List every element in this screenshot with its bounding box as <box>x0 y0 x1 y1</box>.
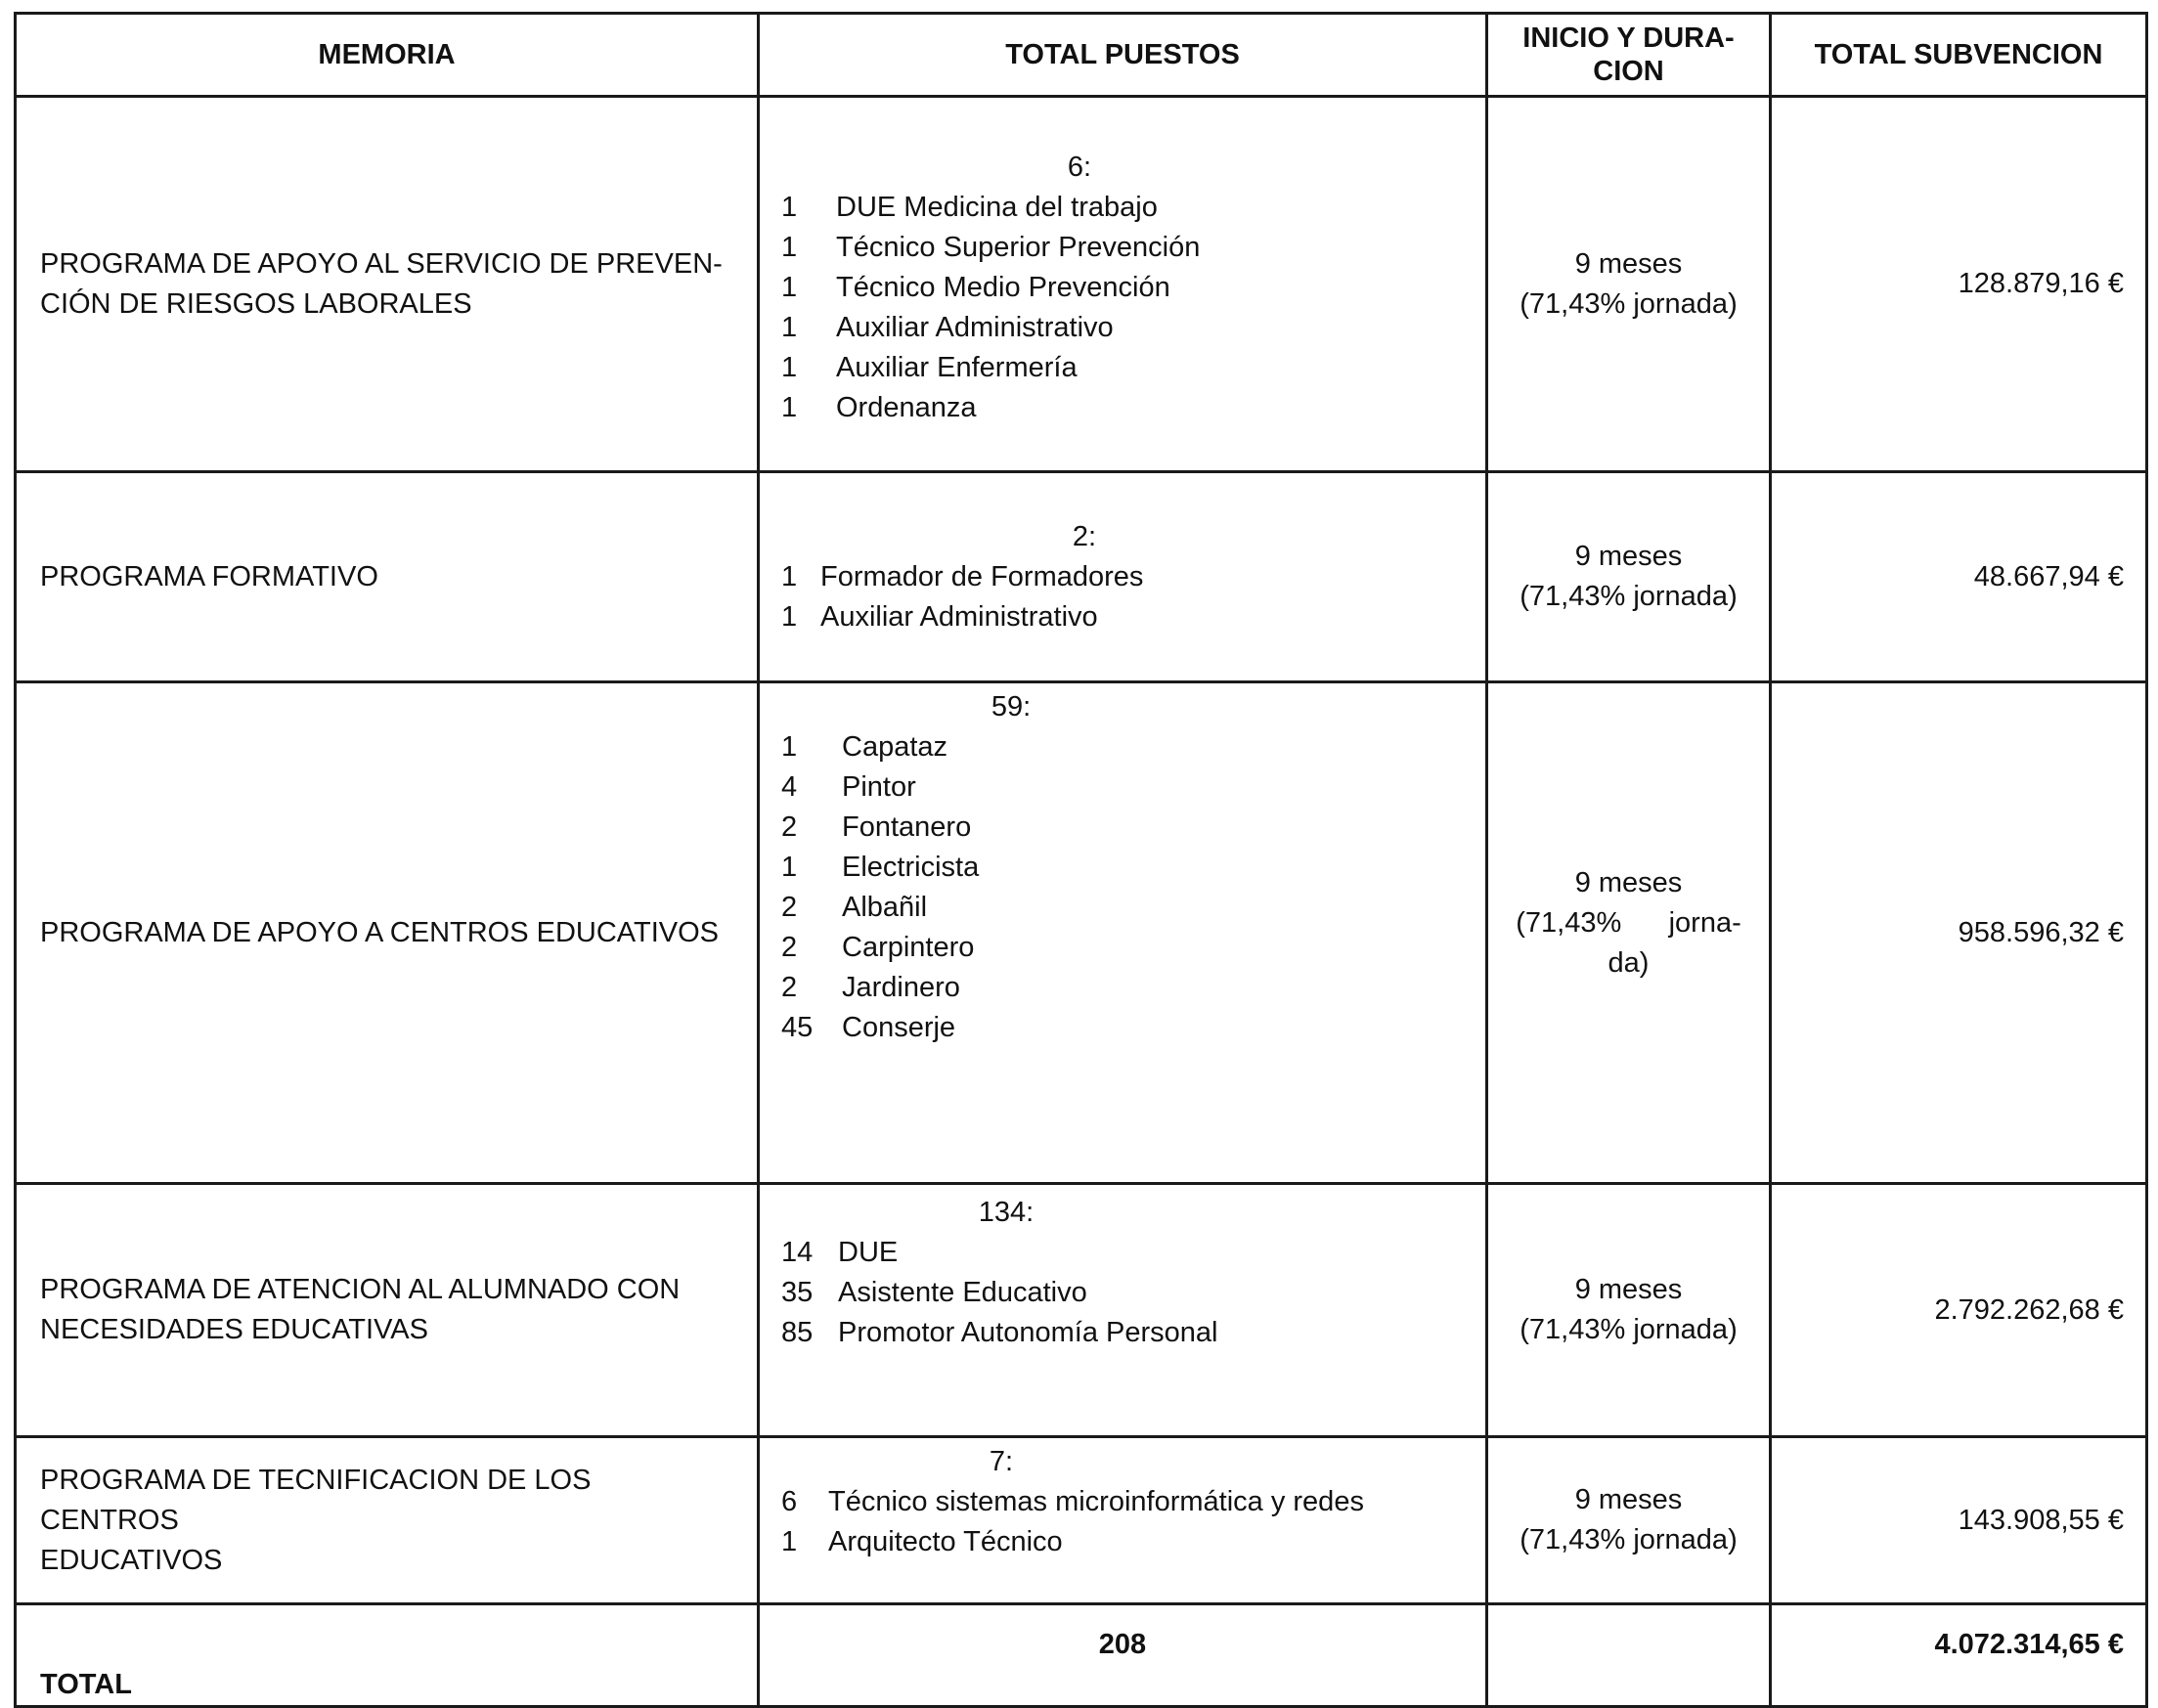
puestos-cell <box>759 1437 1487 1604</box>
duracion-line: (71,43% jornada) <box>1519 1314 1738 1345</box>
puesto-label: Capataz <box>842 731 948 763</box>
puesto-item <box>781 1522 1485 1562</box>
puesto-label: Ordenanza <box>836 392 977 423</box>
header-total-puestos: TOTAL PUESTOS <box>759 14 1487 97</box>
puestos-cell <box>759 1184 1487 1437</box>
header-row <box>16 14 2147 97</box>
puesto-label: Formador de Formadores <box>820 560 1144 592</box>
puesto-item <box>781 1273 1485 1313</box>
subvencion-cell: 128.879,16 € <box>1771 97 2147 472</box>
memoria-line: PROGRAMA DE TECNIFICACION DE LOS CENTROS <box>40 1464 592 1536</box>
memoria-line: PROGRAMA FORMATIVO <box>40 560 378 592</box>
duracion-line: 9 meses <box>1574 1484 1683 1515</box>
puesto-label: Electricista <box>842 852 980 883</box>
memoria-line: PROGRAMA DE APOYO AL SERVICIO DE PREVEN- <box>40 247 723 280</box>
duracion-line: 9 meses <box>1574 866 1683 898</box>
duracion-line: (71,43% jornada) <box>1519 581 1738 612</box>
puestos-total: 7: <box>989 1446 1014 1477</box>
puesto-item <box>781 308 1485 348</box>
subvencion-cell: 48.667,94 € <box>1771 472 2147 682</box>
duracion-line: (71,43% jornada) <box>1519 287 1738 320</box>
memoria-cell <box>16 1184 759 1437</box>
puesto-count: 85 <box>781 1317 814 1348</box>
duracion-cell <box>1487 1437 1771 1604</box>
puesto-count: 1 <box>781 852 798 883</box>
puestos-total: 134: <box>978 1197 1035 1228</box>
duracion-cell <box>1487 682 1771 1184</box>
puesto-label: Técnico sistemas microinformática y redes <box>828 1486 1364 1517</box>
table-row <box>16 1437 2147 1604</box>
puesto-item <box>781 727 1485 767</box>
subvenciones-table <box>14 12 2148 1708</box>
puesto-item <box>781 188 1485 228</box>
puesto-count: 1 <box>781 192 798 223</box>
duracion-line: 9 meses <box>1574 1274 1683 1305</box>
duracion-cell <box>1487 1184 1771 1437</box>
total-duracion <box>1487 1604 1771 1707</box>
puesto-count: 4 <box>781 771 798 803</box>
memoria-line: EDUCATIVOS <box>40 1544 223 1576</box>
puesto-item <box>781 1008 1485 1048</box>
puesto-count: 2 <box>781 892 798 923</box>
memoria-line: NECESIDADES EDUCATIVAS <box>40 1314 428 1345</box>
duracion-line: (71,43% jorna- <box>1516 906 1741 939</box>
puesto-label: Carpintero <box>842 932 975 963</box>
puestos-total: 2: <box>1072 520 1097 552</box>
duracion-line: da) <box>1607 946 1650 979</box>
puesto-label: DUE <box>838 1237 899 1268</box>
puesto-label: DUE Medicina del trabajo <box>836 192 1158 223</box>
puesto-count: 1 <box>781 312 798 343</box>
puesto-label: Técnico Medio Prevención <box>836 272 1170 303</box>
duracion-line: 9 meses <box>1574 247 1683 280</box>
puesto-count: 1 <box>781 1526 798 1557</box>
puesto-count: 45 <box>781 1012 814 1043</box>
subvencion-cell: 2.792.262,68 € <box>1771 1184 2147 1437</box>
total-puestos: 208 <box>759 1604 1487 1707</box>
puesto-label: Conserje <box>842 1012 956 1043</box>
puesto-count: 6 <box>781 1486 798 1517</box>
puestos-total: 6: <box>1067 152 1092 183</box>
header-inicio-duracion-line1: INICIO Y DURA- <box>1522 22 1735 54</box>
puesto-label: Promotor Autonomía Personal <box>838 1317 1218 1348</box>
puesto-item <box>781 888 1485 928</box>
puesto-item <box>781 557 1485 597</box>
memoria-line: PROGRAMA DE ATENCION AL ALUMNADO CON <box>40 1274 681 1305</box>
puesto-label: Albañil <box>842 892 928 923</box>
memoria-cell <box>16 1437 759 1604</box>
puesto-count: 1 <box>781 272 798 303</box>
puesto-count: 1 <box>781 352 798 383</box>
memoria-cell <box>16 472 759 682</box>
duracion-line: 9 meses <box>1574 541 1683 572</box>
puesto-count: 1 <box>781 392 798 423</box>
puesto-count: 1 <box>781 731 798 763</box>
puesto-count: 2 <box>781 972 798 1003</box>
puestos-cell <box>759 682 1487 1184</box>
puesto-count: 2 <box>781 811 798 843</box>
header-inicio-duracion <box>1487 14 1771 97</box>
puestos-cell <box>759 472 1487 682</box>
puesto-item <box>781 928 1485 968</box>
puesto-item <box>781 767 1485 808</box>
memoria-cell <box>16 97 759 472</box>
puesto-label: Fontanero <box>842 811 972 843</box>
duracion-cell <box>1487 472 1771 682</box>
puesto-count: 35 <box>781 1277 814 1308</box>
subvencion-cell: 143.908,55 € <box>1771 1437 2147 1604</box>
puesto-count: 1 <box>781 232 798 263</box>
table-row <box>16 472 2147 682</box>
table-row <box>16 1184 2147 1437</box>
header-inicio-duracion-line2: CION <box>1593 56 1664 87</box>
total-row <box>16 1604 2147 1707</box>
subvencion-cell: 958.596,32 € <box>1771 682 2147 1184</box>
puesto-count: 1 <box>781 600 798 633</box>
duracion-line: (71,43% jornada) <box>1519 1524 1738 1555</box>
puesto-item <box>781 808 1485 848</box>
duracion-cell <box>1487 97 1771 472</box>
puesto-label: Arquitecto Técnico <box>828 1526 1063 1557</box>
memoria-line: PROGRAMA DE APOYO A CENTROS EDUCATIVOS <box>40 916 720 948</box>
puesto-count: 2 <box>781 932 798 963</box>
total-subvencion: 4.072.314,65 € <box>1771 1604 2147 1707</box>
total-label: TOTAL <box>16 1604 759 1707</box>
puesto-count: 1 <box>781 560 798 592</box>
puesto-label: Auxiliar Administrativo <box>820 600 1098 633</box>
puesto-item <box>781 848 1485 888</box>
puesto-label: Asistente Educativo <box>838 1277 1087 1308</box>
table-row <box>16 682 2147 1184</box>
puesto-label: Técnico Superior Prevención <box>836 232 1201 263</box>
header-total-subvencion: TOTAL SUBVENCION <box>1771 14 2147 97</box>
memoria-cell <box>16 682 759 1184</box>
puesto-label: Auxiliar Enfermería <box>836 352 1078 383</box>
puesto-item <box>781 597 1485 637</box>
puesto-item <box>781 348 1485 388</box>
table-row <box>16 97 2147 472</box>
puesto-item <box>781 1233 1485 1273</box>
puesto-item <box>781 228 1485 268</box>
puesto-item <box>781 1482 1485 1522</box>
puesto-item <box>781 968 1485 1008</box>
header-memoria: MEMORIA <box>16 14 759 97</box>
puesto-count: 14 <box>781 1237 814 1268</box>
memoria-line: CIÓN DE RIESGOS LABORALES <box>40 287 472 320</box>
puesto-item <box>781 1313 1485 1353</box>
puestos-total: 59: <box>991 691 1032 723</box>
puestos-cell <box>759 97 1487 472</box>
puesto-label: Auxiliar Administrativo <box>836 312 1114 343</box>
puesto-item <box>781 268 1485 308</box>
puesto-item <box>781 388 1485 428</box>
puesto-label: Pintor <box>842 771 916 803</box>
puesto-label: Jardinero <box>842 972 960 1003</box>
